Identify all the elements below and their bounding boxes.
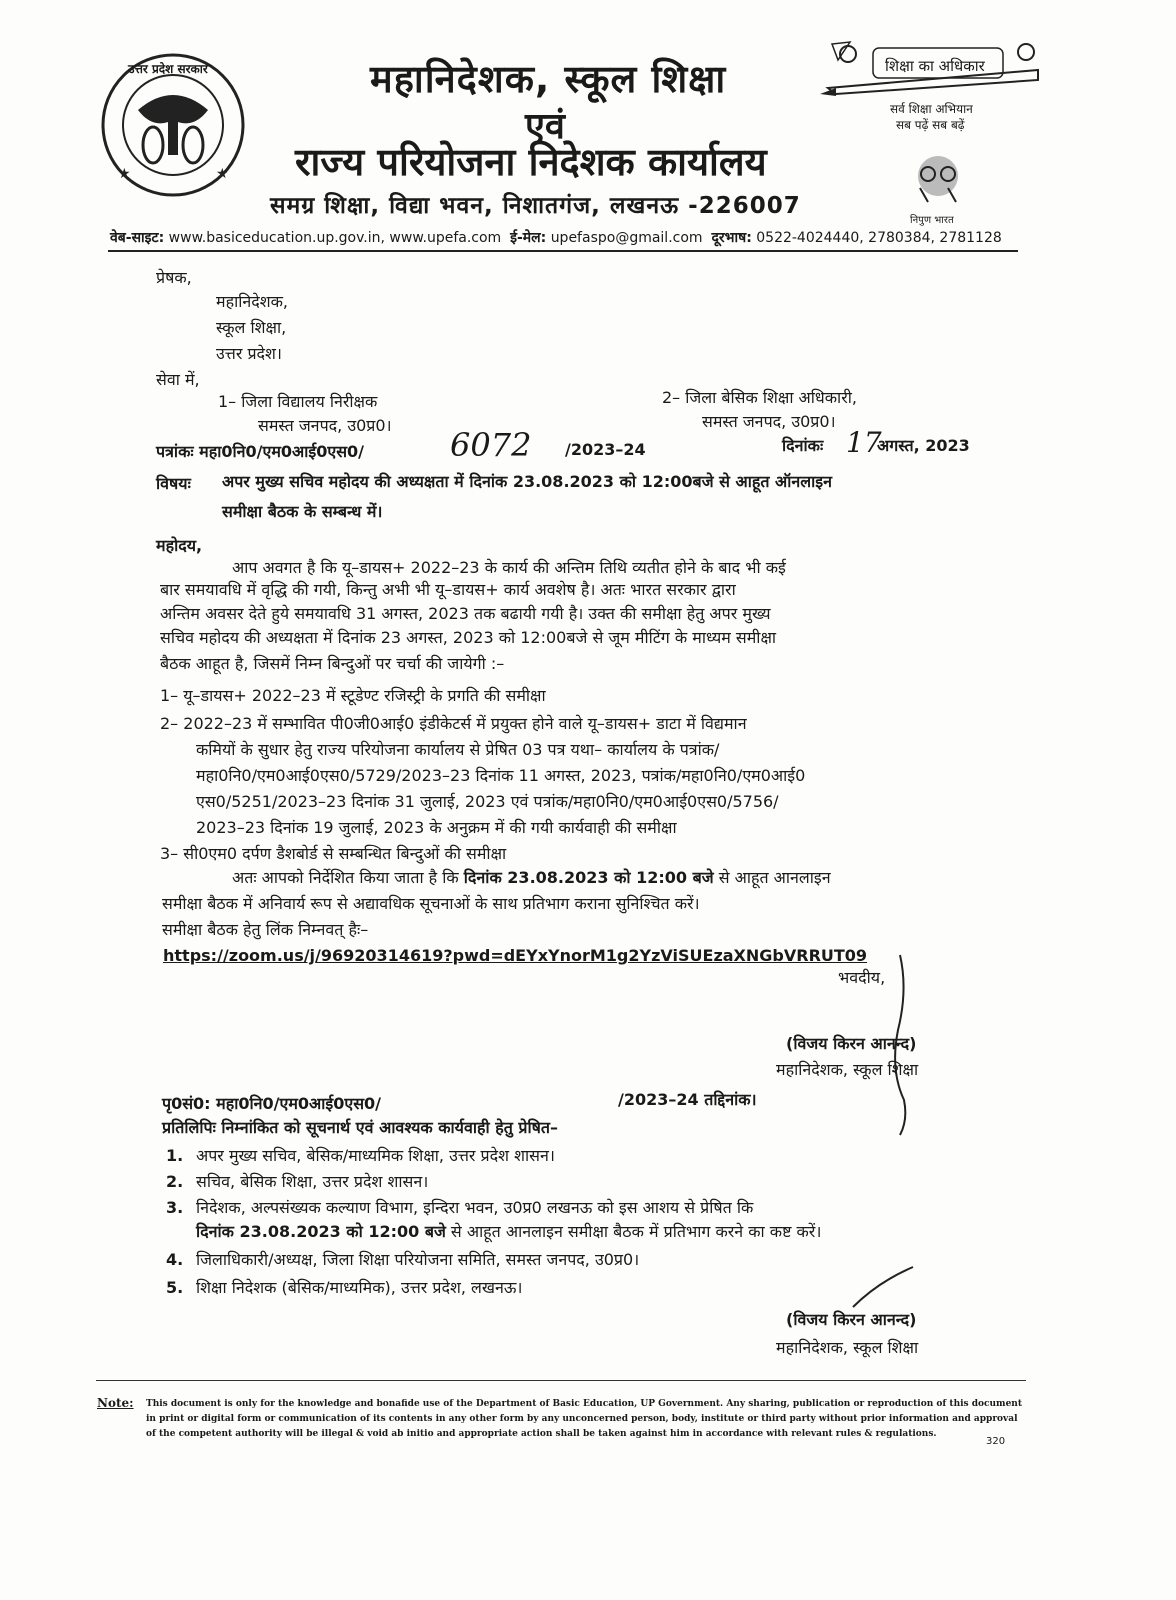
emblem-text: उत्तर प्रदेश सरकार bbox=[128, 62, 208, 76]
sender-line: महानिदेशक, bbox=[216, 292, 288, 311]
discussion-point-3: 3– सी0एम0 दर्पण डैशबोर्ड से सम्बन्धित बिन्दुओं की समीक्षा bbox=[160, 844, 507, 863]
subject-line: अपर मुख्य सचिव महोदय की अध्यक्षता में दिनांक 23.08.2023 को 12:00बजे से आहूत ऑनलाइन bbox=[222, 472, 833, 491]
reference-year: /2023–24 bbox=[565, 440, 646, 459]
handwritten-date: 17 bbox=[846, 426, 882, 459]
note-label: Note: bbox=[97, 1396, 134, 1410]
nipun-bharat-label: निपुण भारत bbox=[910, 215, 954, 226]
signatory-name: (विजय किरन आनन्द) bbox=[786, 1310, 917, 1329]
subject-label: विषयः bbox=[156, 474, 191, 493]
office-address: समग्र शिक्षा, विद्या भवन, निशातगंज, लखनऊ -226007 bbox=[270, 193, 801, 219]
header-divider bbox=[108, 250, 1018, 252]
recipient-label: सेवा में, bbox=[156, 370, 200, 389]
signature-mark bbox=[848, 1262, 918, 1312]
ssa-name: सर्व शिक्षा अभियान bbox=[890, 102, 973, 116]
paragraph-line: सचिव महोदय की अध्यक्षता में दिनांक 23 अगस्त, 2023 को 12:00बजे से जूम मीटिंग के माध्यम समीक्षा bbox=[160, 628, 777, 647]
recipient-1: 1– जिला विद्यालय निरीक्षक bbox=[218, 392, 378, 411]
copy-item-text: निदेशक, अल्पसंख्यक कल्याण विभाग, इन्दिरा भवन, उ0प्र0 लखनऊ को इस आशय से प्रेषित कि bbox=[196, 1198, 754, 1217]
meeting-datetime: दिनांक 23.08.2023 को 12:00 बजे bbox=[196, 1222, 446, 1241]
contact-line bbox=[110, 228, 1002, 247]
closing: भवदीय, bbox=[838, 968, 886, 987]
discussion-point-1: 1– यू–डायस+ 2022–23 में स्टूडेण्ट रजिस्ट्री के प्रगति की समीक्षा bbox=[160, 686, 546, 705]
website-value[interactable]: www.basiceducation.up.gov.in, www.upefa.com bbox=[168, 230, 502, 246]
signatory-name: (विजय किरन आनन्द) bbox=[786, 1034, 917, 1053]
copy-item-number: 2. bbox=[166, 1172, 184, 1191]
footer-divider bbox=[96, 1380, 1026, 1381]
copy-reference-year: /2023–24 तद्दिनांक। bbox=[618, 1090, 757, 1109]
email-value[interactable]: upefaspo@gmail.com bbox=[550, 230, 703, 246]
recipient-2: 2– जिला बेसिक शिक्षा अधिकारी, bbox=[662, 388, 857, 407]
copy-item-text: सचिव, बेसिक शिक्षा, उत्तर प्रदेश शासन। bbox=[196, 1172, 429, 1191]
reference-number-label: पत्रांकः महा0नि0/एम0आई0एस0/ bbox=[156, 442, 365, 461]
sender-label: प्रेषक, bbox=[156, 268, 192, 287]
instruction-text: से आहूत आनलाइन bbox=[713, 868, 831, 887]
paragraph-line: बार समयावधि में वृद्धि की गयी, किन्तु अभी भी यू–डायस+ कार्य अवशेष है। अतः भारत सरकार द्वारा bbox=[160, 580, 736, 599]
copy-heading: प्रतिलिपिः निम्नांकित को सूचनार्थ एवं आवश्यक कार्यवाही हेतु प्रेषित– bbox=[162, 1118, 559, 1137]
email-label: ई-मेल: bbox=[510, 230, 547, 246]
signatory-designation: महानिदेशक, स्कूल शिक्षा bbox=[776, 1338, 919, 1357]
phone-label: दूरभाष: bbox=[711, 230, 752, 246]
link-intro: समीक्षा बैठक हेतु लिंक निम्नवत् हैः– bbox=[162, 920, 369, 939]
phone-value: 0522-4024440, 2780384, 2781128 bbox=[756, 230, 1002, 246]
instruction-line bbox=[232, 866, 831, 888]
rte-badge: शिक्षा का अधिकार bbox=[885, 57, 985, 75]
recipient-1-area: समस्त जनपद, उ0प्र0। bbox=[258, 416, 392, 435]
discussion-point-2: 2– 2022–23 में सम्भावित पी0जी0आई0 इंडीकेटर्स में प्रयुक्त होने वाले यू–डायस+ डाटा में विद्यमान bbox=[160, 714, 747, 733]
copy-item bbox=[166, 1196, 753, 1218]
paragraph-line: बैठक आहूत है, जिसमें निम्न बिन्दुओं पर चर्चा की जायेगी :– bbox=[160, 654, 505, 673]
copy-item bbox=[166, 1170, 428, 1192]
copy-reference-label: पृ0सं0: महा0नि0/एम0आई0एस0/ bbox=[162, 1094, 382, 1113]
discussion-point-2-cont: 2023–23 दिनांक 19 जुलाई, 2023 के अनुक्रम में की गयी कार्यवाही की समीक्षा bbox=[196, 818, 677, 837]
subject-line: समीक्षा बैठक के सम्बन्ध में। bbox=[222, 502, 383, 521]
date-month-year: अगस्त, 2023 bbox=[877, 436, 970, 455]
office-title-line2: एवं bbox=[525, 106, 565, 147]
office-title-line1: महानिदेशक, स्कूल शिक्षा bbox=[370, 57, 727, 101]
disclaimer-note: This document is only for the knowledge and bonafide use of the Department of Basic Education, UP Government. Any sharing, publication or reproduction of this document in print or digital form or communication of its contents in any other form by any unconcerned person, body, institute or third party without prior information and approval of the competent authority will be illegal & void ab initio and appropriate action shall be taken against him in accordance with relevant rules & regulations. bbox=[146, 1399, 1023, 1439]
svg-text:★: ★ bbox=[216, 166, 229, 182]
copy-item-number: 4. bbox=[166, 1250, 184, 1269]
svg-text:★: ★ bbox=[118, 166, 131, 182]
discussion-point-2-cont: एस0/5251/2023–23 दिनांक 31 जुलाई, 2023 एवं पत्रांक/महा0नि0/एम0आई0एस0/5756/ bbox=[196, 792, 779, 811]
copy-item-text: शिक्षा निदेशक (बेसिक/माध्यमिक), उत्तर प्रदेश, लखनऊ। bbox=[196, 1278, 523, 1297]
meeting-datetime: दिनांक 23.08.2023 को 12:00 बजे bbox=[463, 868, 714, 887]
office-title-line3: राज्य परियोजना निदेशक कार्यालय bbox=[295, 140, 767, 184]
signatory-designation: महानिदेशक, स्कूल शिक्षा bbox=[776, 1060, 919, 1079]
discussion-point-2-cont: कमियों के सुधार हेतु राज्य परियोजना कार्यालय से प्रेषित 03 पत्र यथा– कार्यालय के पत्रांक/ bbox=[196, 740, 720, 759]
copy-item-number: 1. bbox=[166, 1146, 184, 1165]
salutation: महोदय, bbox=[156, 536, 203, 555]
page-number: 320 bbox=[986, 1436, 1006, 1447]
copy-item bbox=[166, 1276, 523, 1298]
copy-item-text: से आहूत आनलाइन समीक्षा बैठक में प्रतिभाग करने का कष्ट करें। bbox=[445, 1222, 822, 1241]
handwritten-reference-number: 6072 bbox=[450, 426, 532, 464]
paragraph-line: आप अवगत है कि यू–डायस+ 2022–23 के कार्य की अन्तिम तिथि व्यतीत होने के बाद भी कई bbox=[232, 558, 786, 577]
discussion-point-2-cont: महा0नि0/एम0आई0एस0/5729/2023–23 दिनांक 11 अगस्त, 2023, पत्रांक/महा0नि0/एम0आई0 bbox=[196, 766, 806, 785]
copy-item-text: अपर मुख्य सचिव, बेसिक/माध्यमिक शिक्षा, उत्तर प्रदेश शासन। bbox=[196, 1146, 555, 1165]
date-label: दिनांकः bbox=[782, 436, 824, 455]
copy-item-text: जिलाधिकारी/अध्यक्ष, जिला शिक्षा परियोजना समिति, समस्त जनपद, उ0प्र0। bbox=[196, 1250, 640, 1269]
sender-line: उत्तर प्रदेश। bbox=[216, 344, 282, 363]
copy-item bbox=[166, 1144, 555, 1166]
instruction-text: अतः आपको निर्देशित किया जाता है कि bbox=[232, 868, 464, 887]
copy-item-number: 3. bbox=[166, 1198, 184, 1217]
copy-item-number: 5. bbox=[166, 1278, 184, 1297]
ssa-tagline: सब पढ़ें सब बढ़ें bbox=[896, 118, 965, 132]
zoom-meeting-link[interactable]: https://zoom.us/j/96920314619?pwd=dEYxYnorM1g2YzViSUEzaXNGbVRRUT09 bbox=[163, 946, 868, 965]
website-label: वेब-साइट: bbox=[110, 230, 165, 246]
nipun-bharat-logo bbox=[898, 148, 978, 208]
paragraph-line: अन्तिम अवसर देते हुये समयावधि 31 अगस्त, 2023 तक बढायी गयी है। उक्त की समीक्षा हेतु अपर मुख्य bbox=[160, 604, 771, 623]
copy-item bbox=[166, 1248, 639, 1270]
sender-line: स्कूल शिक्षा, bbox=[216, 318, 287, 337]
copy-item-3-cont bbox=[196, 1220, 821, 1242]
instruction-line-2: समीक्षा बैठक में अनिवार्य रूप से अद्यावधिक सूचनाओं के साथ प्रतिभाग कराना सुनिश्चित करें। bbox=[162, 894, 700, 913]
recipient-2-area: समस्त जनपद, उ0प्र0। bbox=[702, 412, 836, 431]
